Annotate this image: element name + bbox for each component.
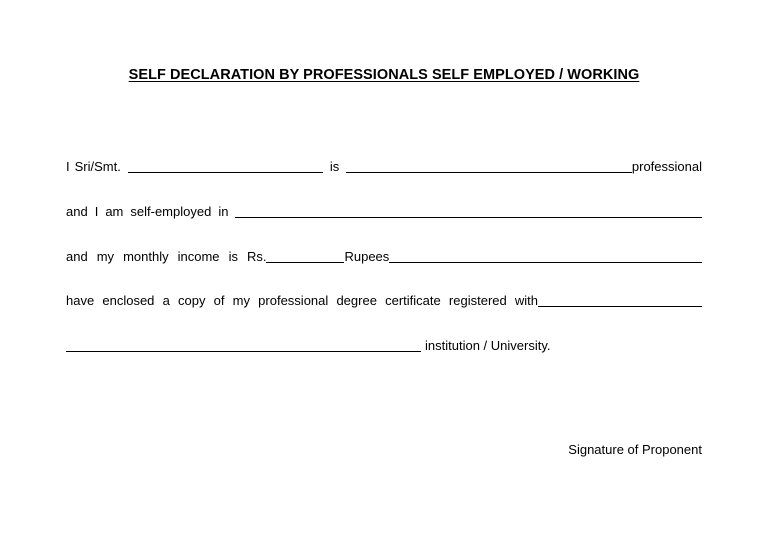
name-blank-field[interactable] [128, 160, 323, 173]
income-words-blank[interactable] [389, 250, 702, 263]
declaration-line-income [66, 249, 702, 265]
text-word: of [213, 293, 225, 308]
profession-blank-field[interactable] [346, 160, 632, 173]
employment-field-blank[interactable] [235, 205, 702, 218]
text-word: is [329, 159, 340, 174]
text-word: Sri/Smt. [74, 159, 121, 174]
text-word: Rs. [246, 249, 267, 264]
text-word: in [218, 204, 229, 219]
text-word: professional [258, 293, 329, 308]
text-word: my [96, 249, 115, 264]
declaration-line-name [66, 159, 702, 175]
text-word: I [94, 204, 99, 219]
signature-label: Signature of Proponent [568, 442, 702, 457]
registration-group [515, 293, 702, 309]
text-word: I [66, 159, 70, 174]
document-title: SELF DECLARATION BY PROFESSIONALS SELF EMPLOYED / WORKING [128, 67, 640, 83]
registration-body-blank[interactable] [538, 294, 702, 307]
text-word: income [177, 249, 220, 264]
income-amount-blank[interactable] [266, 250, 344, 263]
text-word: my [232, 293, 250, 308]
text-word: institution / University. [425, 338, 551, 353]
text-word: professional [631, 159, 702, 174]
text-word: a [162, 293, 170, 308]
text-word: monthly [123, 249, 169, 264]
text-word: registered [448, 293, 507, 308]
text-word: am [105, 204, 124, 219]
text-word: enclosed [102, 293, 155, 308]
text-word: degree [336, 293, 377, 308]
text-word: is [228, 249, 238, 264]
text-word: self-employed [130, 204, 212, 219]
text-word: copy [178, 293, 206, 308]
declaration-line-certificate [66, 293, 702, 309]
declaration-line-institution [66, 338, 702, 354]
income-amount-group [247, 249, 702, 265]
text-word: and [66, 249, 88, 264]
text-word: and [66, 204, 88, 219]
declaration-line-employment [66, 204, 702, 220]
text-word: with [514, 293, 539, 308]
institution-blank-field[interactable] [66, 339, 421, 352]
text-word: have [66, 293, 95, 308]
text-word: certificate [385, 293, 441, 308]
text-word: Rupees [344, 249, 390, 264]
